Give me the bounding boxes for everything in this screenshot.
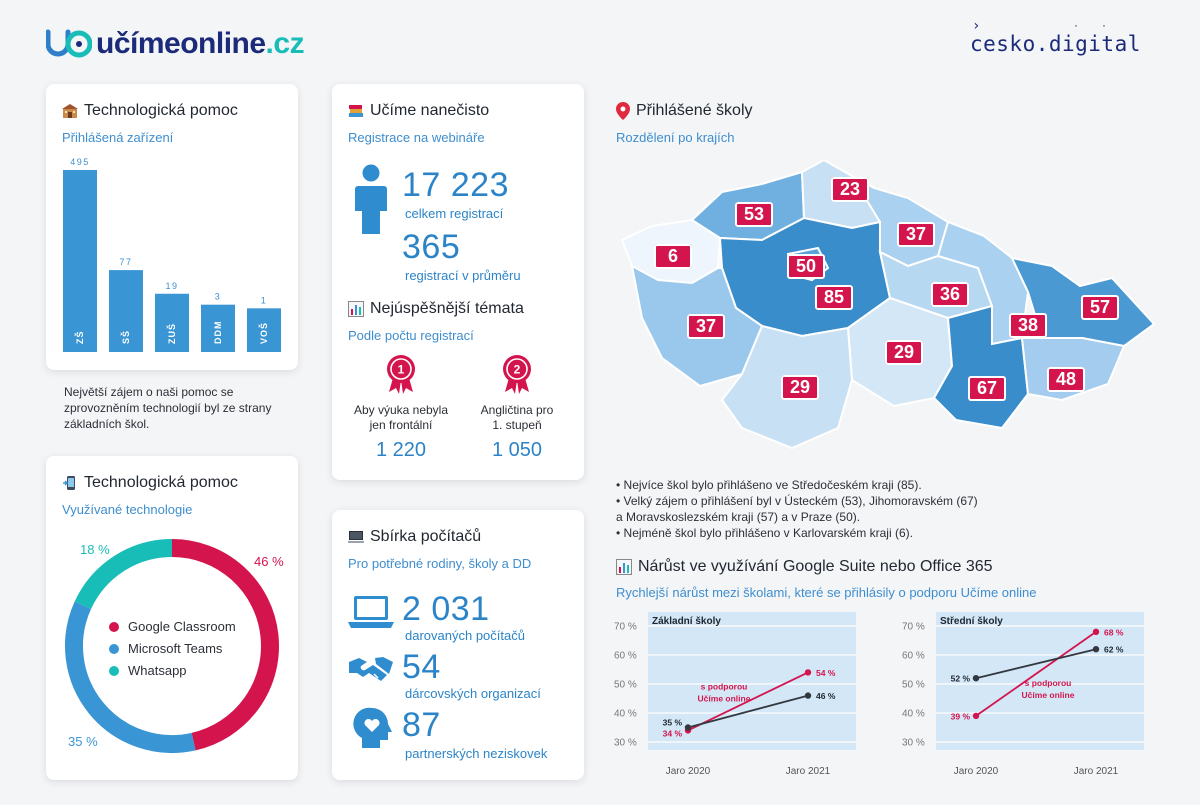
- legend-swatch: [109, 666, 119, 676]
- map-notes: [616, 477, 1156, 541]
- y-tick-label: 70 %: [902, 621, 925, 633]
- legend-swatch: [109, 644, 119, 654]
- topic-label-line2: jen frontální: [369, 418, 433, 432]
- point-value-label: 34 %: [662, 728, 682, 739]
- y-tick-label: 70 %: [614, 621, 637, 633]
- devices-bar-chart: [46, 84, 298, 370]
- secondary-schools-line-chart: [900, 608, 1150, 783]
- computer-icon: [348, 529, 364, 545]
- map-badge-vysocina: 29: [885, 340, 923, 365]
- topics-subtitle: Podle počtu registrací: [348, 328, 474, 343]
- map-note-line: • Nejméně škol bylo přihlášeno v Karlovarském kraji (6).: [616, 526, 913, 540]
- donut-slice-label: 18 %: [80, 542, 110, 557]
- rosette-rank-label: 1: [397, 362, 405, 377]
- computers-card: [332, 510, 584, 780]
- bar-category-label: VOŠ: [259, 321, 269, 344]
- bar-category-label: ZŠ: [75, 330, 85, 344]
- bar-value-label: 495: [70, 157, 90, 167]
- handshake-icon: [348, 652, 394, 688]
- line-chart-title: Střední školy: [940, 616, 1003, 627]
- y-tick-label: 50 %: [902, 679, 925, 691]
- computers-title: Sbírka počítačů: [370, 528, 482, 545]
- tech-devices-subtitle: Přihlášená zařízení: [62, 130, 174, 145]
- tech-devices-note: Největší zájem o naši pomoc se zprovozněním technologií byl ze strany základních škol.: [64, 385, 272, 431]
- map-badge-moravskoslezsky: 57: [1081, 295, 1119, 320]
- computers-ngos-value: 87: [402, 706, 441, 744]
- map-badge-zlinsky: 48: [1047, 367, 1085, 392]
- map-badge-karlovarsky: 6: [654, 244, 692, 269]
- webinars-subtitle: Registrace na webináře: [348, 130, 485, 145]
- legend-label: Microsoft Teams: [128, 641, 223, 656]
- map-note-line: • Velký zájem o přihlášení byl v Ústeckém (53), Jihomoravském (67): [616, 494, 978, 508]
- tech-used-title: Technologická pomoc: [84, 474, 238, 491]
- series-point: [1093, 629, 1099, 635]
- topic-label-line1: Aby výuka nebyla: [353, 403, 449, 417]
- x-tick-label: Jaro 2021: [1073, 766, 1119, 777]
- series-point: [973, 713, 979, 719]
- point-value-label: 39 %: [950, 711, 970, 722]
- heart-head-icon: [352, 706, 392, 750]
- topic-label-line1: Angličtina pro: [480, 403, 554, 417]
- map-note-line: a Moravskoslezském kraji (57) a v Praze (50).: [616, 510, 861, 524]
- rosette-1-icon: [384, 354, 418, 394]
- map-badge-olomoucky: 38: [1009, 313, 1047, 338]
- webinars-total-caption: celkem registrací: [405, 206, 504, 221]
- support-annotation: s podporou: [700, 681, 748, 692]
- map-badge-pardubicky: 36: [931, 282, 969, 307]
- computers-donated-value: 2 031: [402, 590, 490, 628]
- computers-donors-caption: dárcovských organizací: [405, 686, 541, 701]
- series-point: [973, 675, 979, 681]
- map-badge-jihocesky: 29: [781, 375, 819, 400]
- computers-ngos-caption: partnerských neziskovek: [405, 746, 548, 761]
- computers-donors-value: 54: [402, 648, 441, 686]
- bar-value-label: 19: [165, 280, 179, 291]
- growth-title: [616, 558, 993, 576]
- computers-subtitle: Pro potřebné rodiny, školy a DD: [348, 556, 532, 571]
- map-badge-plzensky: 37: [687, 314, 725, 339]
- y-tick-label: 50 %: [614, 679, 637, 691]
- partner-logo-dots-icon: ··: [1074, 18, 1130, 32]
- bar-chart-icon: [616, 559, 632, 575]
- webinars-title: Učíme nanečisto: [370, 102, 490, 119]
- webinars-card: [332, 84, 584, 480]
- y-tick-label: 30 %: [902, 737, 925, 749]
- map-badge-jihomoravsky: 67: [968, 376, 1006, 401]
- topic-value: 1 220: [375, 439, 427, 461]
- point-value-label: 52 %: [950, 673, 970, 684]
- donut-slice-label: 46 %: [254, 554, 284, 569]
- bar-category-label: DDM: [213, 320, 223, 344]
- bar-value-label: 3: [214, 291, 222, 302]
- webinars-avg-caption: registrací v průměru: [405, 268, 521, 283]
- map-badge-kralovehradecky: 37: [897, 222, 935, 247]
- map-badge-liberecky: 23: [831, 177, 869, 202]
- legend-label: Google Classroom: [128, 619, 236, 634]
- topic-item: [458, 354, 576, 462]
- books-icon: [348, 103, 364, 119]
- map-badge-praha: 50: [787, 254, 825, 279]
- point-value-label: 54 %: [816, 667, 836, 678]
- y-tick-label: 60 %: [902, 650, 925, 662]
- topics-title: Nejúspěšnější témata: [370, 300, 524, 317]
- webinars-total-value: 17 223: [402, 166, 509, 204]
- tech-devices-title: Technologická pomoc: [84, 102, 238, 119]
- brand-logo: [46, 26, 304, 62]
- bar-category-label: ZUŠ: [167, 323, 177, 344]
- topic-value: 1 050: [491, 439, 543, 461]
- logo-text: učímeonline: [96, 27, 266, 60]
- tech-used-card: [46, 456, 298, 780]
- computers-donated-caption: darovaných počítačů: [405, 628, 525, 643]
- topic-item: [342, 354, 460, 462]
- series-point: [1093, 646, 1099, 652]
- partner-logo: [970, 18, 1160, 58]
- primary-schools-line-chart: [612, 608, 862, 783]
- series-point: [685, 724, 691, 730]
- point-value-label: 68 %: [1104, 627, 1124, 638]
- ucimeonline-logo-icon: [46, 28, 92, 60]
- bar-category-label: SŠ: [121, 329, 131, 344]
- legend-label: Whatsapp: [128, 663, 187, 678]
- tech-used-subtitle: Využívané technologie: [62, 502, 193, 517]
- point-value-label: 62 %: [1104, 644, 1124, 655]
- line-chart-title: Základní školy: [652, 616, 721, 627]
- technologies-donut-chart: [46, 456, 298, 780]
- support-annotation: Učíme online: [1021, 689, 1075, 700]
- x-tick-label: Jaro 2020: [953, 766, 999, 777]
- map-note-line: • Nejvíce škol bylo přihlášeno ve Středočeském kraji (85).: [616, 478, 922, 492]
- pin-icon: [616, 102, 630, 120]
- partner-logo-decor-icon: ›: [972, 18, 981, 34]
- bar-value-label: 77: [119, 257, 133, 268]
- x-tick-label: Jaro 2020: [665, 766, 711, 777]
- rosette-rank-label: 2: [513, 362, 521, 377]
- growth-subtitle: Rychlejší nárůst mezi školami, které se přihlásily o podporu Učíme online: [616, 585, 1037, 600]
- y-tick-label: 60 %: [614, 650, 637, 662]
- support-annotation: Učíme online: [697, 693, 751, 704]
- map-subtitle: Rozdělení po krajích: [616, 130, 735, 145]
- growth-title-text: Nárůst ve využívání Google Suite nebo Office 365: [638, 558, 993, 575]
- rosette-2-icon: [500, 354, 534, 394]
- map-badge-ustecky: 53: [735, 202, 773, 227]
- map-badge-stredocesky: 85: [815, 285, 853, 310]
- map-title: [616, 102, 753, 120]
- series-point: [805, 669, 811, 675]
- partner-logo-text: cesko.digital: [970, 32, 1141, 56]
- point-value-label: 46 %: [816, 691, 836, 702]
- y-tick-label: 30 %: [614, 737, 637, 749]
- laptop-icon: [348, 594, 394, 630]
- map-title-text: Přihlášené školy: [636, 102, 753, 119]
- support-annotation: s podporou: [1024, 677, 1072, 688]
- topic-label-line2: 1. stupeň: [492, 418, 542, 432]
- y-tick-label: 40 %: [614, 708, 637, 720]
- donut-slice-label: 35 %: [68, 734, 98, 749]
- bar-chart-icon: [348, 301, 364, 317]
- logo-tld: .cz: [265, 27, 305, 60]
- bar-value-label: 1: [260, 295, 268, 306]
- legend-swatch: [109, 622, 119, 632]
- y-tick-label: 40 %: [902, 708, 925, 720]
- x-tick-label: Jaro 2021: [785, 766, 831, 777]
- webinars-avg-value: 365: [402, 228, 461, 266]
- bar-ZŠ: [63, 170, 97, 352]
- tech-devices-card: [46, 84, 298, 370]
- point-value-label: 35 %: [662, 717, 682, 728]
- series-point: [805, 692, 811, 698]
- person-icon: [354, 164, 388, 234]
